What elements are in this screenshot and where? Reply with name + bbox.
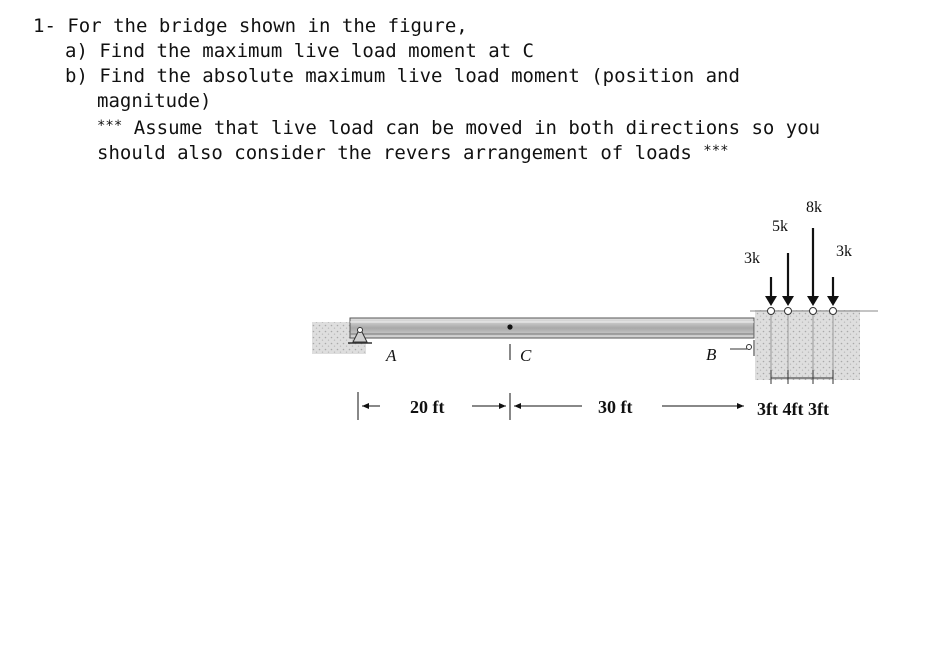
dim-label-cb: 30 ft [598, 397, 633, 417]
load-arrow-2-head [782, 296, 794, 306]
note-stars-end: *** [703, 143, 729, 159]
load-arrow-3-head [807, 296, 819, 306]
problem-number: 1- [33, 15, 56, 37]
load-label-1: 3k [744, 250, 760, 267]
wheel-1 [768, 308, 775, 315]
dim-label-load-spacing: 3ft 4ft 3ft [757, 399, 829, 419]
load-label-2: 5k [772, 218, 788, 235]
bridge-beam [350, 318, 754, 338]
dim-label-ac: 20 ft [410, 397, 445, 417]
wheel-2 [785, 308, 792, 315]
load-arrow-1-head [765, 296, 777, 306]
part-b-text-line1: b) Find the absolute maximum live load moment (position and [65, 65, 740, 87]
label-a: A [386, 346, 397, 365]
note-stars-start: *** [97, 118, 123, 134]
label-c: C [520, 346, 532, 365]
problem-intro: For the bridge shown in the figure, [67, 15, 468, 37]
part-b-text-line2: magnitude) [97, 90, 212, 112]
part-a-text: a) Find the maximum live load moment at C [65, 40, 534, 62]
pin-a [358, 328, 363, 333]
load-label-3: 8k [806, 199, 822, 216]
wheel-3 [810, 308, 817, 315]
label-b: B [706, 345, 717, 364]
load-arrow-4-head [827, 296, 839, 306]
note-text-line1: Assume that live load can be moved in both directions so you [133, 117, 821, 139]
point-c-dot [507, 324, 512, 329]
wheel-4 [830, 308, 837, 315]
load-label-4: 3k [836, 243, 852, 260]
note-text-line2: should also consider the revers arrangement of loads [97, 142, 692, 164]
roller-b [747, 345, 752, 350]
